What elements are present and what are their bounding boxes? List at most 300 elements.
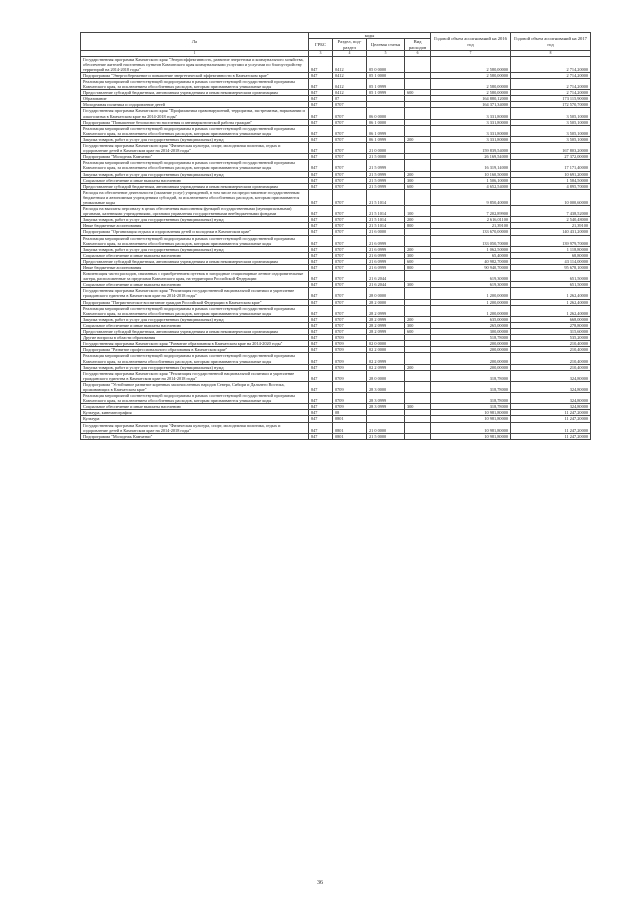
cell-text: Закупка товаров, работ и услуг для государственных (муниципальных) нужд: [81, 316, 309, 322]
cell-v2016: 10 160,50000: [431, 171, 511, 177]
cell-grbs: 847: [309, 223, 333, 229]
cell-vid: 600: [405, 183, 431, 189]
cell-grbs: 847: [309, 102, 333, 108]
cell-grbs: 847: [309, 322, 333, 328]
cell-vid: [405, 143, 431, 154]
cell-v2017: 140 431,20000: [511, 229, 591, 235]
cell-vid: 100: [405, 206, 431, 217]
cell-razdel: 0707: [333, 183, 367, 189]
cell-v2017: 210,40000: [511, 347, 591, 353]
cell-grbs: 847: [309, 229, 333, 235]
cell-vid: 200: [405, 136, 431, 142]
cell-razdel: 0709: [333, 335, 367, 341]
cell-v2016: 133 670,00000: [431, 229, 511, 235]
table-row: [81, 125, 591, 136]
cell-grbs: 847: [309, 353, 333, 364]
cell-csr: 21 6 0999: [367, 246, 405, 252]
cell-v2016: 40 982,70000: [431, 258, 511, 264]
cell-razdel: 0707: [333, 288, 367, 299]
cell-csr: 05 1 0999: [367, 79, 405, 90]
cell-csr: 28 0 0000: [367, 288, 405, 299]
cell-csr: 21 5 0000: [367, 154, 405, 160]
cell-grbs: 847: [309, 183, 333, 189]
cell-razdel: 08: [333, 410, 367, 416]
cell-v2017: 1 584,50000: [511, 177, 591, 183]
cell-v2017: 324,80000: [511, 370, 591, 381]
cell-razdel: 0707: [333, 119, 367, 125]
cell-csr: 21 6 0999: [367, 258, 405, 264]
cell-v2016: 619,30000: [431, 271, 511, 282]
index-cell: 7: [431, 51, 511, 56]
cell-v2017: 210,40000: [511, 353, 591, 364]
cell-grbs: 847: [309, 90, 333, 96]
cell-csr: 02 0 0000: [367, 341, 405, 347]
cell-text: Государственная программа Камчатского края "Энергоэффективность, развитие энергетики и коммунального хозяйства, обеспечение жителей населенных пунктов Камчатского края коммунальными услугами и услугами по благоустройству территорий на 2014-2018 годы": [81, 56, 309, 72]
cell-csr: 21 0 0000: [367, 422, 405, 433]
cell-razdel: 0709: [333, 364, 367, 370]
cell-razdel: 0707: [333, 154, 367, 160]
cell-grbs: 847: [309, 404, 333, 410]
cell-razdel: 0707: [333, 316, 367, 322]
cell-v2016: 16 319,14000: [431, 160, 511, 171]
table-row: [81, 370, 591, 381]
index-cell: 8: [511, 51, 591, 56]
cell-razdel: 0707: [333, 136, 367, 142]
cell-vid: [405, 108, 431, 119]
cell-v2016: 265,00000: [431, 322, 511, 328]
cell-v2016: 518,78000: [431, 335, 511, 341]
cell-vid: 300: [405, 282, 431, 288]
cell-razdel: 0707: [333, 246, 367, 252]
cell-text: Расходы на обеспечение деятельности (оказание услуг) учреждений, в том числе на предоставление государственным бюджетным и автономным учреждениям субсидий, за исключением обособленных расходов, которым присваиваются уникальные коды: [81, 189, 309, 205]
cell-v2016: 2 580,00000: [431, 79, 511, 90]
cell-v2017: 172 570,70000: [511, 102, 591, 108]
cell-grbs: 847: [309, 347, 333, 353]
cell-grbs: 847: [309, 433, 333, 439]
table-row: [81, 353, 591, 364]
cell-v2017: 324,80000: [511, 393, 591, 404]
cell-csr: 02 2 0999: [367, 364, 405, 370]
cell-csr: 21 6 0999: [367, 265, 405, 271]
cell-razdel: 0707: [333, 322, 367, 328]
table-row: [81, 271, 591, 282]
cell-v2017: 324,80000: [511, 404, 591, 410]
cell-razdel: 0707: [333, 108, 367, 119]
cell-v2017: 2 714,20000: [511, 56, 591, 72]
cell-csr: 06 1 0999: [367, 136, 405, 142]
cell-csr: 21 0 0000: [367, 143, 405, 154]
header-grbs: ГРБС: [309, 39, 333, 51]
cell-csr: 02 2 0000: [367, 347, 405, 353]
cell-text: Реализация мероприятий соответствующей подпрограммы в рамках соответствующей государственной программы Камчатского края, за исключением обособленных расходов, которым присваиваются уникальные коды: [81, 79, 309, 90]
cell-razdel: 0707: [333, 189, 367, 205]
cell-text: Государственная программа Камчатского края "Профилактика правонарушений, терроризма, экстремизма, наркомании и алкоголизма в Камчатском крае на 2014-2018 годы": [81, 108, 309, 119]
cell-text: Закупка товаров, работ и услуг для государственных (муниципальных) нужд: [81, 246, 309, 252]
cell-vid: [405, 125, 431, 136]
cell-v2016: 200,00000: [431, 353, 511, 364]
cell-v2017: 651,50000: [511, 271, 591, 282]
cell-v2017: 43 114,00000: [511, 258, 591, 264]
cell-text: Социальное обеспечение и иные выплаты населению: [81, 177, 309, 183]
cell-v2017: 1 262,40000: [511, 288, 591, 299]
cell-csr: 21 6 0999: [367, 252, 405, 258]
cell-vid: [405, 288, 431, 299]
cell-razdel: 0801: [333, 422, 367, 433]
cell-v2017: 10 000,60000: [511, 189, 591, 205]
cell-csr: 28 2 0999: [367, 316, 405, 322]
cell-v2016: 1 506,10000: [431, 177, 511, 183]
cell-text: Закупка товаров, работ и услуг для государственных (муниципальных) нужд: [81, 217, 309, 223]
page-number: 36: [317, 880, 323, 886]
cell-text: Реализация мероприятий соответствующей подпрограммы в рамках соответствующей государственной программы Камчатского края, за исключением обособленных расходов, которым присваиваются уникальные коды: [81, 353, 309, 364]
cell-grbs: 847: [309, 288, 333, 299]
cell-v2016: 2 616,01100: [431, 217, 511, 223]
cell-v2017: 3 505,10000: [511, 125, 591, 136]
cell-text: Подпрограмма "Развитие профессионального образования в Камчатском крае": [81, 347, 309, 353]
table-row: [81, 433, 591, 439]
cell-csr: 21 5 0999: [367, 177, 405, 183]
cell-grbs: 847: [309, 119, 333, 125]
index-cell: 3: [309, 51, 333, 56]
cell-vid: 200: [405, 246, 431, 252]
cell-grbs: 847: [309, 252, 333, 258]
cell-csr: 05 1 0000: [367, 72, 405, 78]
cell-csr: 02 2 0999: [367, 353, 405, 364]
cell-razdel: 0707: [333, 329, 367, 335]
cell-v2017: 139 979,70000: [511, 235, 591, 246]
cell-vid: [405, 381, 431, 392]
cell-razdel: 0709: [333, 353, 367, 364]
cell-v2016: 1 200,00000: [431, 305, 511, 316]
cell-csr: 28 2 0999: [367, 305, 405, 316]
cell-grbs: 847: [309, 136, 333, 142]
cell-csr: 21 5 1014: [367, 206, 405, 217]
table-row: [81, 79, 591, 90]
cell-text: Закупка товаров, работ и услуг для государственных (муниципальных) нужд: [81, 171, 309, 177]
cell-grbs: 847: [309, 258, 333, 264]
cell-v2016: 10 981,80000: [431, 433, 511, 439]
cell-grbs: 847: [309, 364, 333, 370]
cell-grbs: 847: [309, 108, 333, 119]
cell-grbs: 847: [309, 329, 333, 335]
cell-csr: 21 5 0999: [367, 160, 405, 171]
table-row: [81, 305, 591, 316]
cell-v2017: 1 118,80000: [511, 246, 591, 252]
cell-v2016: 90 940,70000: [431, 265, 511, 271]
cell-grbs: 847: [309, 125, 333, 136]
cell-razdel: 0707: [333, 229, 367, 235]
cell-razdel: 0412: [333, 79, 367, 90]
cell-vid: 200: [405, 364, 431, 370]
cell-v2016: 3 331,80000: [431, 119, 511, 125]
cell-vid: 600: [405, 90, 431, 96]
cell-vid: [405, 79, 431, 90]
cell-razdel: 0707: [333, 252, 367, 258]
index-cell: 6: [405, 51, 431, 56]
cell-razdel: 0707: [333, 235, 367, 246]
cell-grbs: 847: [309, 171, 333, 177]
cell-v2016: 200,00000: [431, 347, 511, 353]
cell-v2016: 65,40000: [431, 252, 511, 258]
table-row: [81, 235, 591, 246]
cell-text: Культура: [81, 416, 309, 422]
cell-v2016: 619,30000: [431, 282, 511, 288]
cell-csr: 21 5 0000: [367, 433, 405, 439]
cell-vid: 600: [405, 329, 431, 335]
cell-v2016: 318,78000: [431, 393, 511, 404]
cell-text: Подпрограмма "Устойчивое развитие коренных малочисленных народов Севера, Сибири и Дальнего Востока, проживающих в Камчатском крае": [81, 381, 309, 392]
cell-text: Предоставление субсидий бюджетным, автономным учреждениям и иным некоммерческим организациям: [81, 329, 309, 335]
cell-grbs: 847: [309, 416, 333, 422]
cell-text: Реализация мероприятий соответствующей подпрограммы в рамках соответствующей государственной программы Камчатского края, за исключением обособленных расходов, которым присваиваются уникальные коды: [81, 125, 309, 136]
cell-csr: 28 2 0000: [367, 299, 405, 305]
cell-v2016: 3 331,80000: [431, 136, 511, 142]
cell-v2017: 173 115,90000: [511, 96, 591, 102]
cell-csr: 21 5 1014: [367, 217, 405, 223]
header-codes: коды: [309, 33, 431, 39]
cell-v2016: 26 169,54000: [431, 154, 511, 160]
cell-text: Закупка товаров, работ и услуг для государственных (муниципальных) нужд: [81, 136, 309, 142]
cell-v2016: 159 839,54000: [431, 143, 511, 154]
table-row: [81, 381, 591, 392]
cell-text: Государственная программа Камчатского края "Физическая культура, спорт, молодежная политика, отдых и оздоровление детей в Камчатском крае на 2014-2018 годы": [81, 422, 309, 433]
cell-v2017: 2 714,20000: [511, 79, 591, 90]
cell-vid: [405, 433, 431, 439]
cell-text: Реализация мероприятий соответствующей подпрограммы в рамках соответствующей государственной программы Камчатского края, за исключением обособленных расходов, которым присваиваются уникальные коды: [81, 160, 309, 171]
cell-grbs: 847: [309, 217, 333, 223]
cell-v2016: 164 371,34000: [431, 102, 511, 108]
cell-csr: 28 3 0999: [367, 404, 405, 410]
header-name: Ла: [81, 33, 309, 51]
cell-text: Социальное обеспечение и иные выплаты населению: [81, 252, 309, 258]
cell-razdel: 0707: [333, 171, 367, 177]
cell-text: Расходы на выплаты персоналу в целях обеспечения выполнения функций государственными (муниципальными) органами, казенными учреждениями, органами управления государственными внебюджетными фондами: [81, 206, 309, 217]
cell-razdel: 0707: [333, 102, 367, 108]
cell-v2017: 11 247,20000: [511, 410, 591, 416]
cell-text: Другие вопросы в области образования: [81, 335, 309, 341]
cell-text: Иные бюджетные ассигнования: [81, 265, 309, 271]
cell-v2017: 668,00000: [511, 316, 591, 322]
cell-grbs: 847: [309, 305, 333, 316]
cell-v2016: 10 981,80000: [431, 410, 511, 416]
cell-text: Государственная программа Камчатского края "Развитие образования в Камчатском крае на 2014-2020 годы": [81, 341, 309, 347]
cell-vid: 600: [405, 258, 431, 264]
table-row: [81, 288, 591, 299]
cell-v2017: 651,50000: [511, 282, 591, 288]
cell-razdel: 0709: [333, 347, 367, 353]
cell-vid: 200: [405, 316, 431, 322]
cell-razdel: 0707: [333, 271, 367, 282]
cell-v2017: 1 262,40000: [511, 299, 591, 305]
cell-vid: [405, 370, 431, 381]
cell-vid: 300: [405, 322, 431, 328]
cell-text: Государственная программа Камчатского края "Реализация государственной национальной политики и укрепление гражданского единства в Камчатском крае на 2014-2018 годы": [81, 288, 309, 299]
table-row: [81, 189, 591, 205]
cell-razdel: 0707: [333, 305, 367, 316]
cell-v2016: 318,78000: [431, 370, 511, 381]
cell-csr: 21 6 2044: [367, 282, 405, 288]
index-cell: 1: [81, 51, 309, 56]
cell-v2017: 11 247,20000: [511, 416, 591, 422]
cell-grbs: 847: [309, 154, 333, 160]
cell-v2017: 1 262,40000: [511, 305, 591, 316]
cell-text: Реализация мероприятий соответствующей подпрограммы в рамках соответствующей государственной программы Камчатского края, за исключением обособленных расходов, которым присваиваются уникальные коды: [81, 235, 309, 246]
cell-text: Предоставление субсидий бюджетным, автономным учреждениям и иным некоммерческим организациям: [81, 183, 309, 189]
cell-v2017: 10 691,20000: [511, 171, 591, 177]
header-vid: Вид расходов: [405, 39, 431, 51]
header-2017: Годовой объем ассигнований на 2017 год: [511, 33, 591, 51]
cell-v2017: 7 438,52000: [511, 206, 591, 217]
cell-csr: 28 2 0999: [367, 322, 405, 328]
cell-text: Подпрограмма "Молодежь Камчатки": [81, 433, 309, 439]
table-row: [81, 206, 591, 217]
cell-v2016: 2 580,00000: [431, 56, 511, 72]
cell-razdel: 0801: [333, 433, 367, 439]
cell-v2017: 11 247,20000: [511, 422, 591, 433]
cell-v2016: 318,78000: [431, 404, 511, 410]
cell-csr: 06 1 0000: [367, 119, 405, 125]
cell-vid: 800: [405, 265, 431, 271]
cell-text: Подпрограмма "Повышение безопасности населения и антинаркотической работы граждан": [81, 119, 309, 125]
cell-razdel: 0801: [333, 416, 367, 422]
cell-grbs: 847: [309, 235, 333, 246]
cell-grbs: 847: [309, 335, 333, 341]
cell-v2016: 1 062,50000: [431, 246, 511, 252]
cell-csr: 21 5 0999: [367, 171, 405, 177]
cell-v2017: 11 247,20000: [511, 433, 591, 439]
cell-v2016: 300,00000: [431, 329, 511, 335]
cell-v2016: 21,39100: [431, 223, 511, 229]
cell-vid: 200: [405, 171, 431, 177]
cell-text: Закупка товаров, работ и услуг для государственных (муниципальных) нужд: [81, 364, 309, 370]
budget-table: [80, 32, 591, 440]
cell-grbs: 847: [309, 79, 333, 90]
cell-v2017: 27 372,00000: [511, 154, 591, 160]
cell-vid: [405, 235, 431, 246]
cell-v2016: 4 652,54000: [431, 183, 511, 189]
table-row: [81, 108, 591, 119]
cell-grbs: 847: [309, 189, 333, 205]
cell-csr: 28 3 0999: [367, 393, 405, 404]
table-row: [81, 143, 591, 154]
cell-vid: [405, 271, 431, 282]
cell-text: Реализация мероприятий соответствующей подпрограммы в рамках соответствующей государственной программы Камчатского края, за исключением обособленных расходов, которым присваиваются уникальные коды: [81, 305, 309, 316]
cell-grbs: 847: [309, 246, 333, 252]
cell-v2016: 164 880,12000: [431, 96, 511, 102]
cell-text: Подпрограмма "Молодежь Камчатки": [81, 154, 309, 160]
header-csr: Целевая статья: [367, 39, 405, 51]
cell-v2017: 167 803,20000: [511, 143, 591, 154]
cell-v2016: 3 331,80000: [431, 108, 511, 119]
cell-csr: 06 0 0000: [367, 108, 405, 119]
cell-vid: [405, 422, 431, 433]
cell-text: Реализация мероприятий соответствующей подпрограммы в рамках соответствующей государственной программы Камчатского края, за исключением обособленных расходов, которым присваиваются уникальные коды: [81, 393, 309, 404]
cell-csr: 28 3 0000: [367, 381, 405, 392]
cell-razdel: 0709: [333, 341, 367, 347]
cell-vid: [405, 353, 431, 364]
cell-v2016: 200,00000: [431, 364, 511, 370]
cell-grbs: 847: [309, 282, 333, 288]
cell-grbs: 847: [309, 393, 333, 404]
cell-razdel: 0707: [333, 125, 367, 136]
cell-text: Социальное обеспечение и иные выплаты населению: [81, 404, 309, 410]
index-cell: 4: [333, 51, 367, 56]
cell-v2017: 2 540,48000: [511, 217, 591, 223]
cell-v2017: 21,39100: [511, 223, 591, 229]
cell-vid: 200: [405, 217, 431, 223]
cell-vid: 300: [405, 404, 431, 410]
cell-v2017: 17 171,40000: [511, 160, 591, 171]
cell-vid: [405, 189, 431, 205]
cell-grbs: 847: [309, 422, 333, 433]
cell-v2017: 278,80000: [511, 322, 591, 328]
cell-csr: 21 5 0999: [367, 183, 405, 189]
cell-v2016: 318,78000: [431, 381, 511, 392]
cell-grbs: 847: [309, 143, 333, 154]
cell-csr: 28 2 0999: [367, 329, 405, 335]
cell-razdel: 0707: [333, 217, 367, 223]
table-row: [81, 422, 591, 433]
cell-razdel: 0707: [333, 223, 367, 229]
budget-table-sheet: [80, 32, 590, 440]
cell-v2017: 95 678,10000: [511, 265, 591, 271]
cell-v2016: 9 850,40000: [431, 189, 511, 205]
cell-text: Социальное обеспечение и иные выплаты населению: [81, 282, 309, 288]
cell-csr: 21 5 1014: [367, 189, 405, 205]
cell-text: Подпрограмма "Энергосбережение и повышение энергетической эффективности в Камчатском крае": [81, 72, 309, 78]
cell-csr: 21 6 0000: [367, 229, 405, 235]
cell-text: Государственная программа Камчатского края "Физическая культура, спорт, молодежная политика, отдых и оздоровление детей в Камчатском крае на 2014-2018 годы": [81, 143, 309, 154]
cell-v2016: 10 981,80000: [431, 422, 511, 433]
cell-csr: 28 0 0000: [367, 370, 405, 381]
cell-grbs: 847: [309, 316, 333, 322]
cell-v2016: 635,00000: [431, 316, 511, 322]
table-row: [81, 160, 591, 171]
cell-razdel: 0707: [333, 282, 367, 288]
cell-grbs: 847: [309, 271, 333, 282]
cell-v2016: 2 580,00000: [431, 72, 511, 78]
cell-text: Подпрограмма "Организация отдыха и оздоровления детей и молодежи в Камчатском крае": [81, 229, 309, 235]
cell-v2016: 2 580,00000: [431, 90, 511, 96]
cell-text: Государственная программа Камчатского края "Реализация государственной национальной политики и укрепление гражданского единства в Камчатском крае на 2014-2018 годы": [81, 370, 309, 381]
cell-v2016: 200,00000: [431, 341, 511, 347]
cell-v2016: 10 981,80000: [431, 416, 511, 422]
cell-v2017: 2 714,20000: [511, 90, 591, 96]
cell-v2017: 210,40000: [511, 341, 591, 347]
cell-text: Образование: [81, 96, 309, 102]
cell-grbs: 847: [309, 96, 333, 102]
cell-v2016: 7 202,89900: [431, 206, 511, 217]
cell-text: Компенсация части расходов, связанных с приобретением путевок в загородные стационарные летние оздоровительные лагеря, расположенные за пределами Камчатского края, на территории Российской Федерации: [81, 271, 309, 282]
cell-v2017: 3 505,10000: [511, 119, 591, 125]
cell-razdel: 0412: [333, 72, 367, 78]
cell-razdel: 0412: [333, 56, 367, 72]
cell-v2017: 2 714,20000: [511, 72, 591, 78]
cell-vid: [405, 305, 431, 316]
cell-text: Предоставление субсидий бюджетным, автономным учреждениям и иным некоммерческим организациям: [81, 90, 309, 96]
cell-v2017: 324,80000: [511, 381, 591, 392]
cell-v2017: 68,80000: [511, 252, 591, 258]
index-cell: 5: [367, 51, 405, 56]
cell-grbs: 847: [309, 56, 333, 72]
cell-razdel: 0707: [333, 206, 367, 217]
cell-vid: [405, 393, 431, 404]
cell-csr: 05 0 0000: [367, 56, 405, 72]
cell-vid: 300: [405, 252, 431, 258]
header-razdel: Раздел, под-раздел: [333, 39, 367, 51]
cell-v2017: 315,60000: [511, 329, 591, 335]
table-row: [81, 56, 591, 72]
